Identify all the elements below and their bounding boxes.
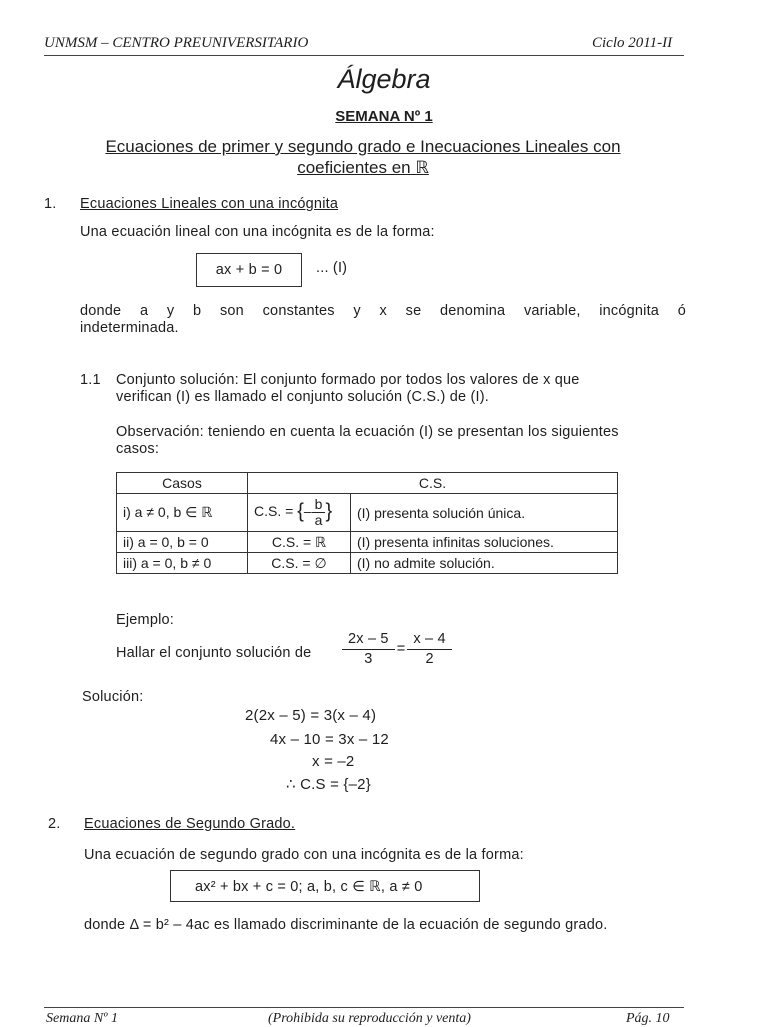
section2-number: 2. [48,816,61,832]
section2-heading: Ecuaciones de Segundo Grado. [84,816,296,832]
topic-line-1: Ecuaciones de primer y segundo grado e Inecuaciones Lineales con [105,137,621,156]
solution-label: Solución: [82,689,144,705]
table-header-row [117,473,618,494]
example-rhs-numerator: x – 4 [407,630,451,650]
table-cell-cs [248,494,351,532]
linear-equation-box [196,253,302,287]
solution-step: 2(2x – 5) = 3(x – 4) [245,707,377,724]
discriminant-text: donde Δ = b² – 4ac es llamado discriminante de la ecuación de segundo grado. [84,917,608,933]
observation-line-2: casos: [116,441,160,457]
page-title: Álgebra [337,64,431,94]
solution-step: 4x – 10 = 3x – 12 [270,731,389,748]
section1-intro: Una ecuación lineal con una incógnita es de la forma: [80,224,435,240]
quadratic-equation: ax² + bx + c = 0; a, b, c ∈ ℝ, a ≠ 0 [195,879,423,895]
topic-line-2: coeficientes en ℝ [297,158,429,177]
week-label: SEMANA Nº 1 [335,108,433,125]
footer-left: Semana Nº 1 [46,1011,119,1026]
cs-minus: – [303,503,312,520]
example-equation [342,630,452,669]
section1-desc-line-1: donde a y b son constantes y x se denomina variable, incógnita ó [80,303,686,319]
section2-intro: Una ecuación de segundo grado con una incógnita es de la forma: [84,847,524,863]
linear-equation-label: ... (I) [316,260,348,276]
header-rule [44,55,684,56]
cases-table [116,472,618,574]
cs-brace-open: { [297,501,304,523]
linear-equation: ax + b = 0 [215,262,283,278]
subsection-line-1: Conjunto solución: El conjunto formado por todos los valores de x que [116,372,580,388]
footer-right: Pág. 10 [626,1011,670,1026]
section1-heading: Ecuaciones Lineales con una incógnita [80,196,339,212]
example-prompt: Hallar el conjunto solución de [116,645,312,661]
table-row [117,494,618,532]
example-equals: = [396,641,406,658]
example-rhs-denominator: 2 [425,650,434,667]
table-cell-cs: C.S. = ℝ [248,532,351,553]
cs-fraction [312,497,326,527]
observation-line-1: Observación: teniendo en cuenta la ecuación (I) se presentan los siguientes [116,424,619,440]
subsection-number: 1.1 [80,372,101,388]
example-label: Ejemplo: [116,612,175,628]
cs-numerator: b [312,497,326,513]
table-row [117,532,618,553]
subsection-line-2: verifican (I) es llamado el conjunto solución (C.S.) de (I). [116,389,490,405]
example-lhs-numerator: 2x – 5 [342,630,395,650]
example-lhs-denominator: 3 [364,650,373,667]
quadratic-equation-box [170,870,480,902]
section1-number: 1. [44,196,57,212]
solution-step: x = –2 [312,753,355,770]
header-right: Ciclo 2011-II [592,35,673,51]
section1-desc-line-2: indeterminada. [80,320,179,336]
cs-denominator: a [314,512,323,528]
solution-step: ∴ C.S = {–2} [286,776,371,793]
example-lhs-fraction [342,630,395,669]
table-cell-cs: C.S. = ∅ [248,553,351,574]
table-header-cs: C.S. [248,473,618,494]
table-row [117,553,618,574]
cs-brace-close: } [325,501,333,523]
cs-prefix: C.S. = [254,503,294,520]
table-cell-case: i) a ≠ 0, b ∈ ℝ [117,494,248,532]
table-header-casos: Casos [117,473,248,494]
example-rhs-fraction [407,630,451,669]
footer-center: (Prohibida su reproducción y venta) [268,1011,471,1026]
table-cell-note: (I) presenta infinitas soluciones. [351,532,618,553]
header-left: UNMSM – CENTRO PREUNIVERSITARIO [44,35,309,51]
table-cell-note: (I) presenta solución única. [351,494,618,532]
table-cell-note: (I) no admite solución. [351,553,618,574]
table-cell-case: iii) a = 0, b ≠ 0 [117,553,248,574]
footer-rule [44,1007,684,1008]
table-cell-case: ii) a = 0, b = 0 [117,532,248,553]
